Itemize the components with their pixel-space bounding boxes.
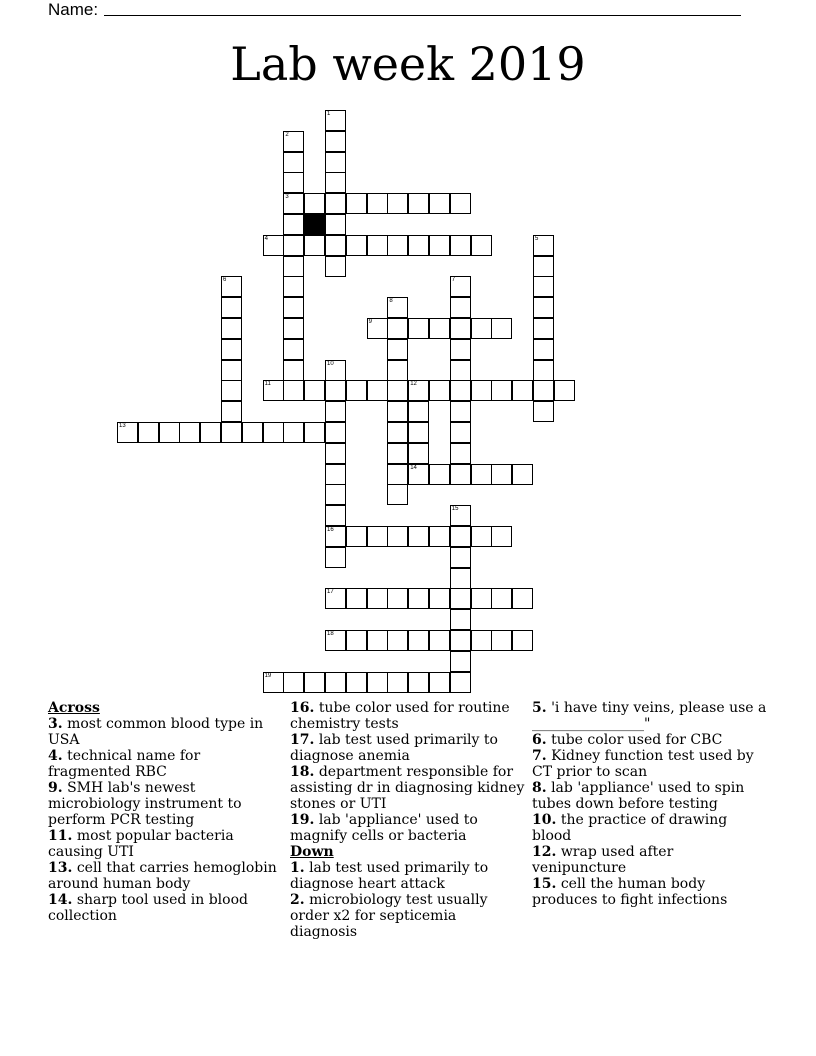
crossword-cell[interactable] [491,380,512,401]
clue-heading-across: Across [48,700,100,716]
crossword-cell[interactable] [263,235,284,256]
clue-item [48,780,284,828]
crossword-cell[interactable] [159,422,180,443]
crossword-cell[interactable] [450,235,471,256]
crossword-cell[interactable] [387,422,408,443]
crossword-cell[interactable] [408,464,429,485]
clue-number: 9. [48,780,63,796]
crossword-cell[interactable] [450,318,471,339]
crossword-cell[interactable] [408,443,429,464]
clue-number: 19. [290,812,315,828]
clue-number: 12. [532,844,557,860]
crossword-cell[interactable] [429,588,450,609]
crossword-cell[interactable] [512,380,533,401]
crossword-cell[interactable] [387,297,408,318]
crossword-cell[interactable] [387,588,408,609]
crossword-cell[interactable] [325,630,346,651]
crossword-cell[interactable] [450,297,471,318]
clue-text: SMH lab's newest microbiology instrument to perform PCR testing [48,780,242,828]
crossword-cell[interactable] [367,526,388,547]
crossword-cell[interactable] [387,526,408,547]
crossword-cell[interactable] [283,339,304,360]
crossword-cell[interactable] [408,235,429,256]
cell-number: 14 [410,464,417,471]
crossword-cell[interactable] [325,505,346,526]
clue-number: 10. [532,812,557,828]
crossword-cell[interactable] [450,360,471,381]
crossword-cell[interactable] [471,318,492,339]
crossword-cell[interactable] [117,422,138,443]
crossword-cell[interactable] [471,380,492,401]
clue-number: 17. [290,732,315,748]
crossword-cell[interactable] [450,401,471,422]
cell-number: 8 [389,298,393,305]
clue-item [532,732,768,748]
clue-column-1 [48,700,284,924]
crossword-cell[interactable] [450,547,471,568]
clue-text: the practice of drawing blood [532,812,728,844]
cell-number: 13 [119,423,126,429]
crossword-cell[interactable] [471,526,492,547]
crossword-cell[interactable] [367,318,388,339]
crossword-cell[interactable] [533,339,554,360]
crossword-cell[interactable] [221,360,242,381]
clue-number: 1. [290,860,305,876]
clue-text: most common blood type in USA [48,716,264,748]
crossword-cell[interactable] [367,235,388,256]
clue-number: 3. [48,716,63,732]
crossword-cell[interactable] [325,484,346,505]
crossword-cell[interactable] [429,672,450,693]
crossword-cell[interactable] [221,339,242,360]
clue-number: 4. [48,748,63,764]
clue-item [290,700,526,732]
clue-text: cell that carries hemoglobin around human body [48,860,277,892]
clue-item [290,732,526,764]
clue-number: 15. [532,876,557,892]
cell-number: 12 [410,381,417,388]
crossword-cell[interactable] [325,256,346,277]
name-label: Name: [48,0,99,19]
clue-number: 11. [48,828,73,844]
crossword-cell[interactable] [325,193,346,214]
cell-number: 19 [264,672,272,679]
crossword-cell[interactable] [491,630,512,651]
crossword-cell[interactable] [138,422,159,443]
crossword-cell[interactable] [450,464,471,485]
crossword-cell[interactable] [471,588,492,609]
crossword-cell[interactable] [554,380,575,401]
clue-item [532,876,768,908]
clue-text: 'i have tiny veins, please use a ________________" [532,700,767,732]
crossword-cell[interactable] [263,422,284,443]
crossword-cell[interactable] [200,422,221,443]
crossword-cell[interactable] [325,235,346,256]
crossword-cell[interactable] [533,380,554,401]
crossword-cell[interactable] [325,152,346,173]
crossword-cell[interactable] [429,630,450,651]
crossword-cell[interactable] [283,193,304,214]
cell-number: 11 [264,381,271,388]
crossword-cell[interactable] [408,630,429,651]
clue-number: 13. [48,860,73,876]
crossword-cell[interactable] [367,672,388,693]
crossword-cell[interactable] [387,235,408,256]
crossword-cell[interactable] [221,422,242,443]
crossword-cell[interactable] [471,630,492,651]
crossword-cell[interactable] [346,193,367,214]
crossword-cell[interactable] [221,297,242,318]
crossword-cell[interactable] [450,339,471,360]
crossword-cell[interactable] [283,380,304,401]
clue-item [290,860,526,892]
cell-number: 1 [327,111,331,117]
crossword-cell[interactable] [387,464,408,485]
crossword-cell[interactable] [325,360,346,381]
crossword-cell[interactable] [387,360,408,381]
crossword-cell[interactable] [283,256,304,277]
crossword-cell[interactable] [408,318,429,339]
clue-text: cell the human body produces to fight infections [532,876,728,908]
crossword-cell[interactable] [304,380,325,401]
crossword-cell[interactable] [367,588,388,609]
crossword-cell[interactable] [346,672,367,693]
crossword-cell[interactable] [387,401,408,422]
crossword-cell[interactable] [429,380,450,401]
crossword-cell[interactable] [471,464,492,485]
crossword-cell[interactable] [283,172,304,193]
clue-text: sharp tool used in blood collection [48,892,248,924]
crossword-cell[interactable] [408,193,429,214]
crossword-cell[interactable] [408,380,429,401]
crossword-cell[interactable] [491,318,512,339]
clue-item [290,812,526,844]
cell-number: 15 [451,506,459,513]
crossword-cell[interactable] [387,318,408,339]
clue-text: tube color used for CBC [551,732,723,748]
crossword-cell[interactable] [325,110,346,131]
crossword-cell[interactable] [325,380,346,401]
cell-number: 3 [285,194,289,201]
crossword-cell[interactable] [491,588,512,609]
clue-item [532,812,768,844]
crossword-cell[interactable] [512,464,533,485]
clue-item [48,892,284,924]
cell-number: 7 [451,277,456,284]
crossword-cell[interactable] [387,672,408,693]
crossword-cell[interactable] [450,276,471,297]
crossword-cell[interactable] [283,422,304,443]
crossword-cell[interactable] [408,672,429,693]
crossword-cell[interactable] [429,318,450,339]
cell-number: 9 [368,319,372,325]
crossword-cell[interactable] [450,422,471,443]
clue-item [532,748,768,780]
crossword-cell[interactable] [304,422,325,443]
crossword-cell[interactable] [491,526,512,547]
crossword-cell[interactable] [325,422,346,443]
crossword-cell[interactable] [221,380,242,401]
cell-number: 2 [285,131,289,138]
crossword-cell[interactable] [283,131,304,152]
crossword-cell[interactable] [533,235,554,256]
clue-heading-down: Down [290,844,334,860]
crossword-cell[interactable] [346,235,367,256]
crossword-cell[interactable] [387,443,408,464]
crossword-cell[interactable] [450,193,471,214]
clue-number: 18. [290,764,315,780]
crossword-cell[interactable] [450,526,471,547]
crossword-cell[interactable] [304,672,325,693]
crossword-cell[interactable] [450,443,471,464]
crossword-cell[interactable] [408,526,429,547]
crossword-cell[interactable] [325,464,346,485]
crossword-cell[interactable] [450,568,471,589]
crossword-cell[interactable] [387,630,408,651]
cell-number: 4 [264,235,268,242]
crossword-cell[interactable] [429,193,450,214]
crossword-cell[interactable] [408,588,429,609]
cell-number: 17 [327,589,334,596]
crossword-cell[interactable] [471,235,492,256]
crossword-cell[interactable] [283,276,304,297]
clue-item [48,716,284,748]
crossword-cell[interactable] [283,297,304,318]
clue-number: 14. [48,892,73,908]
crossword-cell[interactable] [533,318,554,339]
crossword-cell[interactable] [450,380,471,401]
crossword-cell[interactable] [346,630,367,651]
crossword-cell[interactable] [325,526,346,547]
cell-number: 16 [327,527,334,533]
clue-column-3 [532,700,768,908]
clue-text: technical name for fragmented RBC [48,748,201,780]
crossword-cell[interactable] [325,131,346,152]
crossword-cell[interactable] [367,380,388,401]
crossword-cell[interactable] [346,588,367,609]
crossword-cell[interactable] [283,152,304,173]
crossword-cell[interactable] [429,526,450,547]
crossword-cell[interactable] [533,360,554,381]
crossword-cell[interactable] [512,588,533,609]
cell-number: 5 [535,235,539,242]
clue-item [48,860,284,892]
clue-item [532,844,768,876]
crossword-cell[interactable] [450,651,471,672]
crossword-cell[interactable] [408,401,429,422]
crossword-cell[interactable] [242,422,263,443]
crossword-cell[interactable] [450,630,471,651]
crossword-cell[interactable] [179,422,200,443]
crossword-cell[interactable] [283,235,304,256]
clue-text: department responsible for assisting dr in diagnosing kidney stones or UTI [290,764,525,812]
cell-number: 10 [327,360,334,367]
black-cell [304,214,325,235]
crossword-cell[interactable] [325,588,346,609]
clue-number: 6. [532,732,547,748]
clue-text: microbiology test usually order x2 for septicemia diagnosis [290,892,488,940]
clue-text: most popular bacteria causing UTI [48,828,234,860]
crossword-cell[interactable] [387,339,408,360]
crossword-cell[interactable] [325,672,346,693]
crossword-cell[interactable] [263,380,284,401]
crossword-cell[interactable] [304,193,325,214]
crossword-cell[interactable] [533,401,554,422]
crossword-cell[interactable] [533,276,554,297]
crossword-cell[interactable] [533,256,554,277]
crossword-cell[interactable] [325,214,346,235]
crossword-cell[interactable] [429,235,450,256]
crossword-cell[interactable] [533,297,554,318]
clue-number: 16. [290,700,315,716]
crossword-cell[interactable] [283,214,304,235]
clue-text: lab 'appliance' used to spin tubes down before testing [532,780,745,812]
clue-column-2 [290,700,526,940]
crossword-cell[interactable] [325,172,346,193]
clue-text: lab test used primarily to diagnose anemia [290,732,498,764]
clue-item [532,780,768,812]
clue-text: lab 'appliance' used to magnify cells or bacteria [290,812,478,844]
clue-text: Kidney function test used by CT prior to scan [532,748,754,780]
crossword-cell[interactable] [367,630,388,651]
crossword-cell[interactable] [429,464,450,485]
crossword-cell[interactable] [512,630,533,651]
page-title: Lab week 2019 [230,37,586,91]
clue-number: 8. [532,780,547,796]
clue-item [48,748,284,780]
crossword-cell[interactable] [408,422,429,443]
clue-item [290,892,526,940]
crossword-cell[interactable] [263,672,284,693]
crossword-cell[interactable] [346,380,367,401]
clue-number: 7. [532,748,547,764]
crossword-cell[interactable] [283,672,304,693]
crossword-cell[interactable] [346,526,367,547]
clue-item [290,764,526,812]
crossword-cell[interactable] [387,193,408,214]
crossword-cell[interactable] [325,443,346,464]
clue-number: 2. [290,892,305,908]
crossword-cell[interactable] [283,360,304,381]
crossword-cell[interactable] [367,193,388,214]
crossword-cell[interactable] [283,318,304,339]
cell-number: 18 [327,631,334,637]
crossword-cell[interactable] [221,318,242,339]
clue-number: 5. [532,700,547,716]
crossword-cell[interactable] [450,672,471,693]
crossword-cell[interactable] [491,464,512,485]
clue-item [532,700,768,732]
crossword-cell[interactable] [325,401,346,422]
crossword-cell[interactable] [387,380,408,401]
crossword-cell[interactable] [450,588,471,609]
clue-text: wrap used after venipuncture [532,844,674,876]
crossword-cell[interactable] [304,235,325,256]
crossword-cell[interactable] [221,401,242,422]
clue-item [48,828,284,860]
crossword-cell[interactable] [221,276,242,297]
crossword-cell[interactable] [450,609,471,630]
crossword-cell[interactable] [387,484,408,505]
crossword-cell[interactable] [450,505,471,526]
crossword-cell[interactable] [325,547,346,568]
clue-text: lab test used primarily to diagnose heart attack [290,860,489,892]
clue-text: tube color used for routine chemistry tests [290,700,510,732]
cell-number: 6 [223,277,227,284]
